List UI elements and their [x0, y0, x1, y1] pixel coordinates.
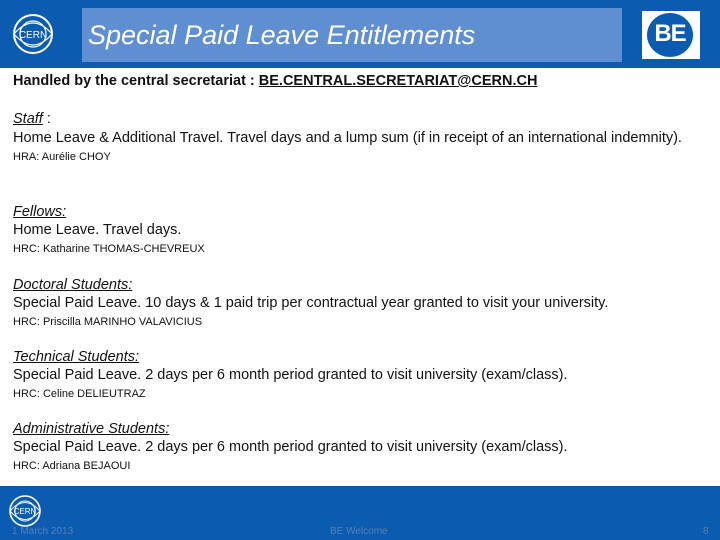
footer-event-name: BE Welcome — [330, 526, 388, 537]
cern-logo-footer-text: CERN — [13, 507, 37, 516]
section-hr-contact: HRC: Katharine THOMAS-CHEVREUX — [13, 243, 205, 255]
page-title: Special Paid Leave Entitlements — [88, 20, 476, 50]
section-description: Home Leave. Travel days. — [13, 222, 182, 238]
section-title: Staff — [13, 111, 43, 127]
section-doctoral-students — [13, 276, 703, 328]
section-fellows — [13, 203, 703, 255]
section-hr-contact: HRC: Adriana BEJAOUI — [13, 460, 131, 472]
section-hr-contact: HRC: Priscilla MARINHO VALAVICIUS — [13, 316, 203, 328]
section-technical-students — [13, 348, 703, 400]
section-title: Doctoral Students: — [13, 277, 133, 293]
footer-date: 1 March 2013 — [12, 526, 74, 537]
slide-number: 8 — [703, 526, 709, 537]
section-hr-contact: HRA: Aurélie CHOY — [13, 151, 111, 163]
section-description: Special Paid Leave. 2 days per 6 month period granted to visit university (exam/class). — [13, 367, 568, 383]
section-title: Administrative Students: — [13, 421, 170, 437]
secretariat-email-link[interactable]: BE.CENTRAL.SECRETARIAT@CERN.CH — [258, 73, 538, 89]
intro-label: Handled by the central secretariat : — [13, 73, 259, 89]
section-description: Special Paid Leave. 2 days per 6 month period granted to visit university (exam/class). — [13, 439, 568, 455]
intro-line — [13, 73, 703, 89]
title-box — [82, 8, 622, 62]
slide-content — [13, 72, 703, 472]
section-staff — [13, 110, 703, 163]
cern-logo-icon — [8, 10, 58, 58]
section-administrative-students — [13, 420, 703, 472]
section-hr-contact: HRC: Celine DELIEUTRAZ — [13, 388, 146, 400]
section-title-suffix: : — [42, 111, 51, 127]
section-title: Technical Students: — [13, 349, 140, 365]
be-logo — [642, 11, 700, 59]
cern-logo-footer-icon — [6, 492, 44, 530]
cern-logo-text: CERN — [18, 30, 48, 41]
section-title: Fellows: — [13, 204, 67, 220]
section-description: Home Leave & Additional Travel. Travel days and a lump sum (if in receipt of an international indemnity). — [13, 130, 682, 146]
section-description: Special Paid Leave. 10 days & 1 paid trip per contractual year granted to visit your university. — [13, 295, 609, 311]
be-logo-text: BE — [654, 20, 686, 47]
